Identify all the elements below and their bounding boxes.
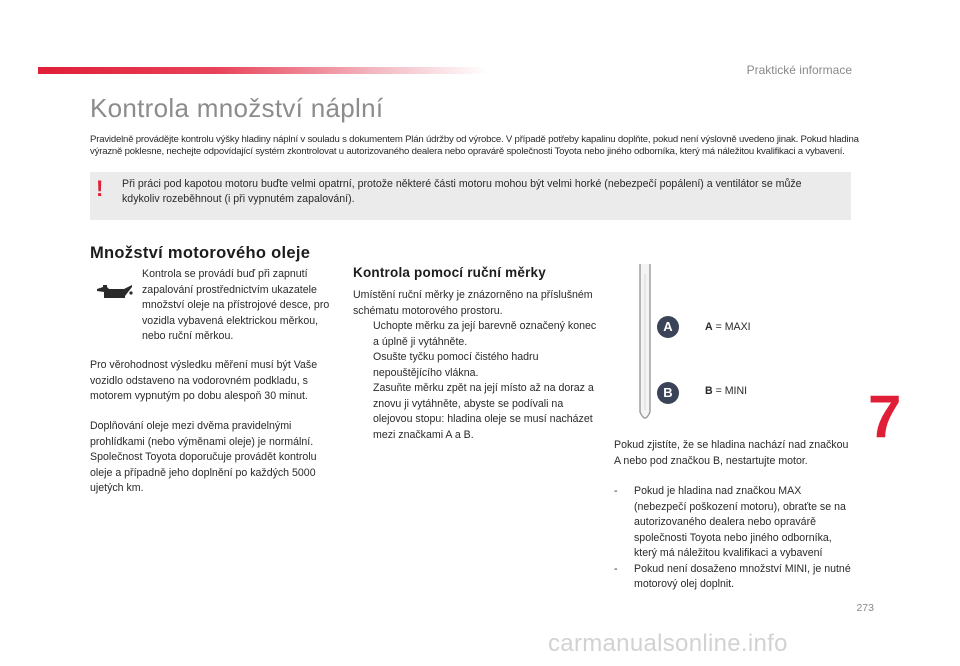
intro-paragraph: Pravidelně provádějte kontrolu výšky hladiny náplní v souladu s dokumentem Plán údržby od výrobce. V případě potřeby kapalinu doplňte, pokud není výslovně uvedeno jinak. Pokud hladina výrazně poklesne, nechejte odpovídající systém zkontrolovat u autorizovaného dealera nebo opravárě společnosti Toyota nebo jiného odborníka, který má náležitou kvalifikaci a vybavení. — [90, 134, 859, 157]
list-item: - Pokud je hladina nad značkou MAX (nebezpečí poškození motoru), obraťte se na autorizovaného dealera nebo opravárě společnosti Toyota nebo jiného odborníka, který má náležitou kvalifikaci a vybavení — [614, 485, 846, 559]
exclamation-icon: ! — [96, 176, 104, 201]
chapter-number: 7 — [868, 383, 902, 450]
mark-b-badge: B — [657, 382, 679, 404]
dipstick-paragraph-1: Umístění ruční měrky je znázorněno na příslušném schématu motorového prostoru. — [353, 289, 593, 317]
watermark: carmanualsonline.info — [548, 630, 788, 657]
list-item: Uchopte měrku za její barevně označený konec a úplně ji vytáhněte. — [373, 320, 597, 348]
mark-a-badge: A — [657, 316, 679, 338]
oil-paragraph-1: Kontrola se provádí buď při zapnutí zapalování prostřednictvím ukazatele množství oleje na přístrojové desce, pro vozidla vybavená elektrickou měrkou, nebo ruční měrkou. — [142, 268, 330, 342]
page-number: 273 — [856, 602, 874, 614]
oil-can-icon — [94, 281, 134, 303]
mark-a-label: A = MAXI — [705, 321, 751, 333]
dash-marker: - — [614, 485, 618, 497]
header-accent-bar — [38, 67, 488, 74]
mark-b-label: B = MINI — [705, 385, 748, 397]
dipstick-steps-list — [353, 319, 598, 443]
section-label: Praktické informace — [746, 63, 852, 77]
level-dash-list — [614, 484, 854, 593]
oil-paragraph-2: Pro věrohodnost výsledku měření musí být Vaše vozidlo odstaveno na vodorovném podkladu, s motorem vypnutým po dobu alespoň 30 minut. — [90, 359, 318, 402]
list-item: - Pokud není dosaženo množství MINI, je nutné motorový olej doplnit. — [614, 562, 851, 590]
oil-paragraph-3: Doplňování oleje mezi dvěma pravidelnými prohlídkami (nebo výměnami oleje) je normální. Společnost Toyota doporučuje provádět kontrolu oleje a případně jeho doplnění po každých 5000 ujetých km. — [90, 420, 317, 494]
list-item: Zasuňte měrku zpět na její místo až na doraz a znovu ji vytáhněte, abyste se podívali na olejovou stopu: hladina oleje se musí nacházet mezi značkami A a B. — [373, 382, 594, 441]
warning-text: Při práci pod kapotou motoru buďte velmi opatrní, protože některé části motoru mohou být velmi horké (nebezpečí popálení) a ventilátor se může kdykoliv rozeběhnout (i při vypnutém zapalování). — [122, 178, 802, 205]
dipstick-section-heading: Kontrola pomocí ruční měrky — [353, 265, 546, 280]
warning-box — [90, 172, 851, 220]
page-title: Kontrola množství náplní — [90, 93, 384, 123]
oil-section-heading: Množství motorového oleje — [90, 244, 311, 262]
dipstick-illustration — [636, 262, 654, 428]
dash-marker: - — [614, 562, 618, 575]
list-item: Osušte tyčku pomocí čistého hadru nepouštějícího vlákna. — [373, 351, 539, 379]
level-warning-paragraph: Pokud zjistíte, že se hladina nachází nad značkou A nebo pod značkou B, nestartujte motor. — [614, 439, 849, 467]
